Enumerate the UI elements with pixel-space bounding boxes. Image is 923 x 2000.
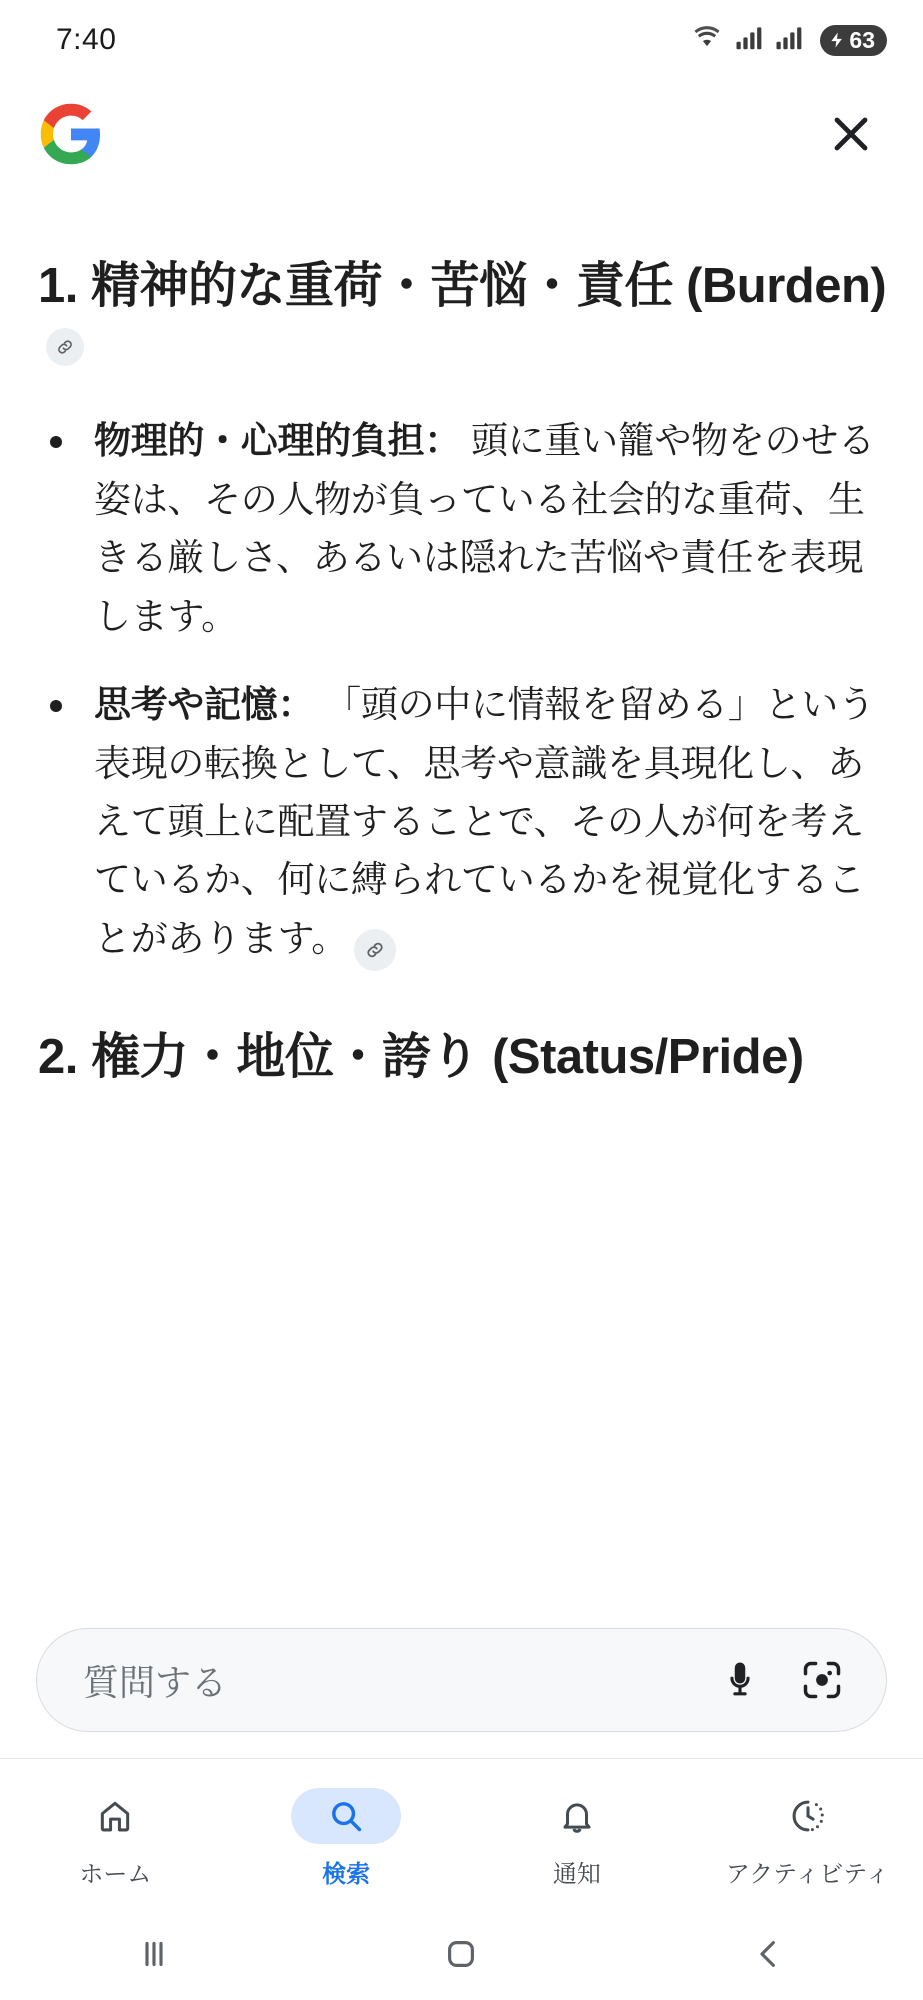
list-item <box>38 676 887 971</box>
system-navigation-bar <box>0 1908 923 2000</box>
search-bar-container <box>0 1628 923 1758</box>
search-icon <box>291 1788 401 1844</box>
home-square-icon[interactable] <box>401 1933 521 1975</box>
nav-item-home[interactable] <box>15 1788 215 1889</box>
close-icon[interactable] <box>819 102 883 166</box>
bullet-text: 頭に重い籠や物をのせる姿は、その人物が負っている社会的な重荷、生きる厳しさ、あるいは隠れた苦悩や責任を表現します。 <box>94 420 875 637</box>
link-icon[interactable] <box>354 929 396 971</box>
bell-icon <box>522 1788 632 1844</box>
app-header <box>0 80 923 188</box>
nav-item-search[interactable] <box>246 1788 446 1889</box>
battery-percent: 63 <box>849 26 875 53</box>
activity-clock-icon <box>753 1788 863 1844</box>
nav-item-activity[interactable] <box>708 1788 908 1889</box>
nav-label-notifications: 通知 <box>552 1861 601 1888</box>
nav-label-home: ホーム <box>79 1861 152 1888</box>
article-content <box>0 188 923 1628</box>
signal-bars-icon <box>774 23 804 58</box>
signal-bars-icon <box>734 23 764 58</box>
bullet-label: 物理的・心理的負担： <box>94 420 461 462</box>
section-1-bullet-list <box>38 412 887 971</box>
google-lens-icon[interactable] <box>792 1650 852 1710</box>
google-logo-icon[interactable] <box>38 101 104 167</box>
nav-label-search: 検索 <box>322 1861 371 1888</box>
section-1-heading-text: 1. 精神的な重荷・苦悩・責任 (Burden) <box>38 259 887 313</box>
search-bar[interactable] <box>36 1628 887 1732</box>
status-time: 7:40 <box>56 23 117 56</box>
wifi-icon <box>690 23 724 58</box>
bullet-label: 思考や記憶： <box>94 684 315 726</box>
bullet-text: 「頭の中に情報を留める」という表現の転換として、思考や意識を具現化し、あえて頭上に配置することで、その人が何を考えているか、何に縛られているかを視覚化することがあります。 <box>94 684 875 959</box>
nav-label-activity: アクティビティ <box>725 1861 890 1888</box>
battery-status-badge <box>820 25 887 56</box>
section-2-heading: 2. 権力・地位・誇り (Status/Pride) <box>38 1029 804 1084</box>
list-item <box>38 412 887 646</box>
link-icon[interactable] <box>46 328 84 366</box>
search-input[interactable]: 質問する <box>83 1661 228 1703</box>
bolt-icon <box>828 29 846 51</box>
recents-icon[interactable] <box>94 1933 214 1975</box>
section-1-heading <box>38 254 887 384</box>
bottom-navigation <box>0 1758 923 1908</box>
nav-item-notifications[interactable] <box>477 1788 677 1889</box>
status-bar <box>0 0 923 80</box>
back-chevron-icon[interactable] <box>709 1933 829 1975</box>
home-icon <box>60 1788 170 1844</box>
microphone-icon[interactable] <box>710 1650 770 1710</box>
status-icons <box>690 23 887 58</box>
